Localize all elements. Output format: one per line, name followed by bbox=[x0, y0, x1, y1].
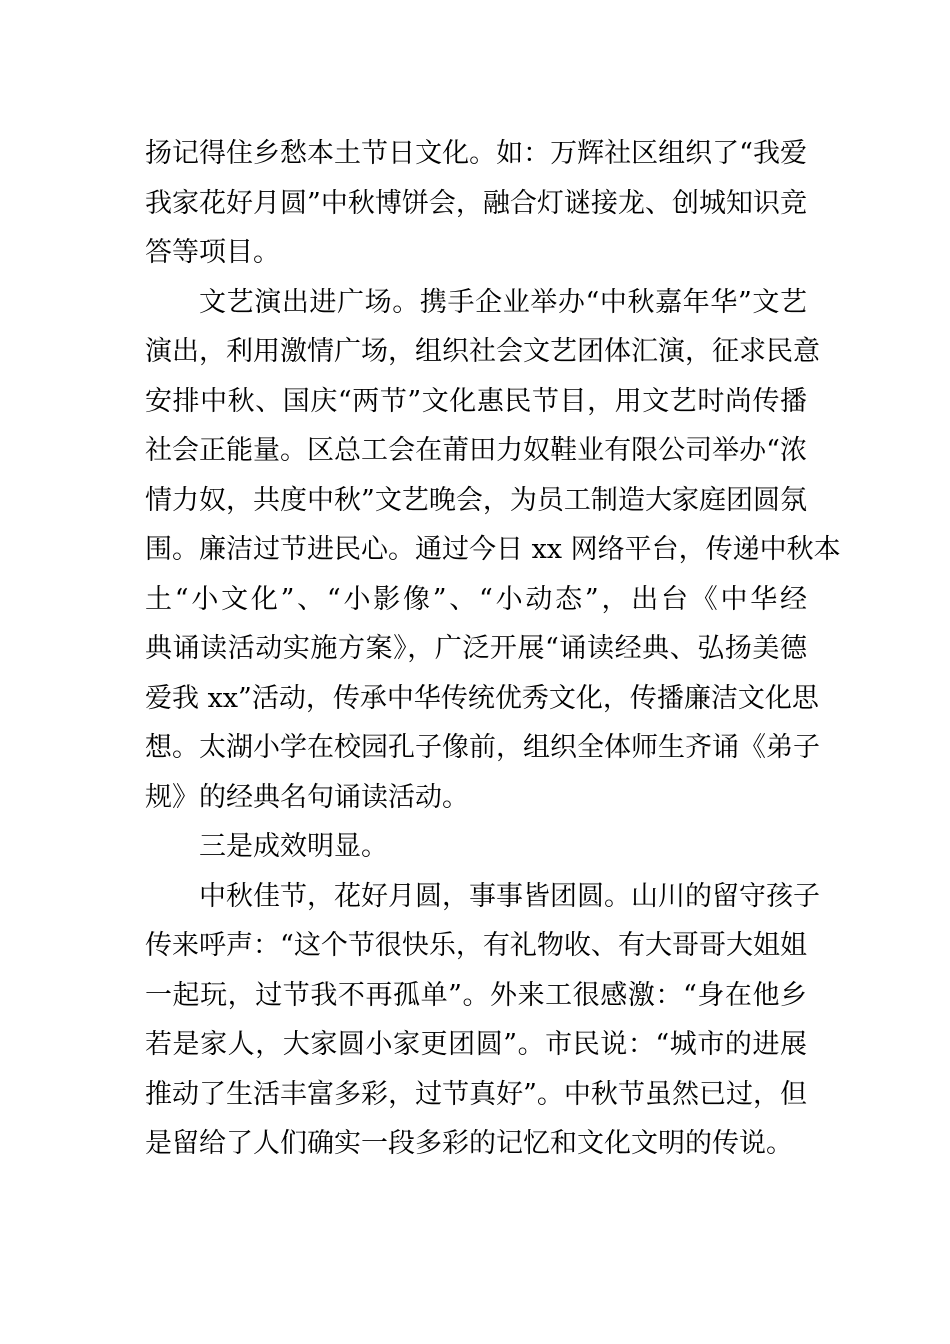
text-line: 安排中秋、国庆“两节”文化惠民节目，用文艺时尚传播 bbox=[145, 385, 807, 417]
text-line: 规》的经典名句诵读活动。 bbox=[145, 781, 469, 813]
text-line: 答等项目。 bbox=[145, 237, 280, 268]
text-line: 社会正能量。区总工会在莆田力奴鞋业有限公司举办“浓 bbox=[145, 435, 807, 466]
text-line: 典诵读活动实施方案》，广泛开展“诵读经典、弘扬美德 bbox=[145, 633, 807, 664]
text-line: 演出，利用激情广场，组织社会文艺团体汇演，征求民意 bbox=[145, 336, 820, 367]
text-line: 围。廉洁过节进民心。通过今日 xx 网络平台，传递中秋本 bbox=[145, 534, 841, 565]
text-line: 若是家人，大家圆小家更团圆”。市民说：“城市的进展 bbox=[145, 1029, 807, 1060]
text-line: 中秋佳节，花好月圆，事事皆团圆。山川的留守孩子 bbox=[199, 880, 820, 912]
text-line: 一起玩，过节我不再孤单”。外来工很感激：“身在他乡 bbox=[145, 979, 807, 1011]
text-line: 是留给了人们确实一段多彩的记忆和文化文明的传说。 bbox=[145, 1128, 793, 1159]
section-heading: 三是成效明显。 bbox=[199, 831, 388, 862]
text-line: 土“小文化”、“小影像”、“小动态”，出台《中华经 bbox=[145, 583, 807, 615]
text-line: 爱我 xx”活动，传承中华传统优秀文化，传播廉洁文化思 bbox=[145, 682, 819, 714]
text-line: 推动了生活丰富多彩，过节真好”。中秋节虽然已过，但 bbox=[145, 1078, 807, 1110]
text-line: 传来呼声：“这个节很快乐，有礼物收、有大哥哥大姐姐 bbox=[145, 930, 807, 961]
text-line: 我家花好月圆”中秋博饼会，融合灯谜接龙、创城知识竞 bbox=[145, 187, 807, 219]
text-line: 扬记得住乡愁本土节日文化。如：万辉社区组织了“我爱 bbox=[145, 138, 807, 169]
document-body bbox=[145, 129, 841, 1169]
text-line: 情力奴，共度中秋”文艺晚会，为员工制造大家庭团圆氛 bbox=[145, 484, 807, 516]
text-line: 想。太湖小学在校园孔子像前，组织全体师生齐诵《弟子 bbox=[145, 732, 820, 763]
text-line: 文艺演出进广场。携手企业举办“中秋嘉年华”文艺 bbox=[199, 286, 807, 318]
